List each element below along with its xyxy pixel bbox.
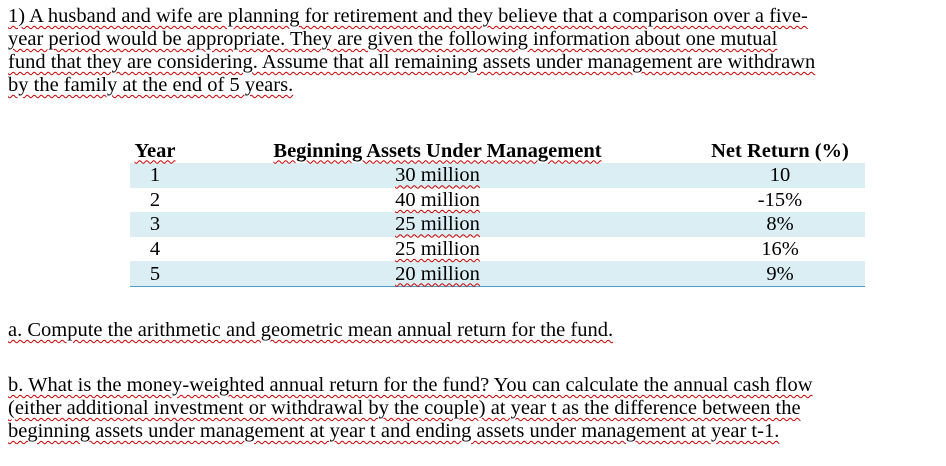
cell-assets	[180, 188, 695, 213]
question-a	[8, 319, 930, 342]
mutual-fund-table	[130, 139, 865, 287]
cell-assets-text: 25 million	[395, 238, 480, 261]
table-row	[130, 237, 865, 262]
cell-return: -15%	[757, 188, 803, 211]
question-b	[8, 374, 930, 443]
cell-return: 8%	[695, 212, 865, 237]
cell-year: 4	[149, 238, 161, 261]
cell-return: 9%	[695, 261, 865, 286]
cell-return: 10	[695, 163, 865, 188]
table-row	[130, 261, 865, 286]
header-year-text: Year	[134, 139, 176, 162]
header-year	[130, 139, 180, 163]
table-row	[130, 212, 865, 237]
cell-assets-text: 30 million	[395, 164, 480, 187]
intro-line: 1) A husband and wife are planning for retirement and they believe that a comparison over a five-	[8, 5, 808, 27]
cell-year: 3	[130, 212, 180, 237]
header-return: Net Return (%)	[711, 139, 849, 162]
cell-assets	[180, 261, 695, 286]
cell-assets	[180, 163, 695, 188]
cell-assets-text: 40 million	[395, 188, 480, 211]
question-a-text: a. Compute the arithmetic and geometric mean annual return for the fund.	[8, 319, 614, 341]
question-b-line: (either additional investment or withdrawal by the couple) at year t as the difference between the	[8, 397, 801, 419]
table-row	[130, 188, 865, 213]
cell-return: 16%	[761, 238, 799, 261]
cell-assets-text: 20 million	[395, 262, 480, 285]
question-b-line: b. What is the money-weighted annual return for the fund? You can calculate the annual cash flow	[8, 374, 813, 396]
table-header-row	[130, 139, 865, 163]
table-row	[130, 163, 865, 188]
cell-year: 2	[149, 188, 161, 211]
header-assets	[180, 139, 695, 163]
cell-assets-text: 25 million	[395, 213, 480, 236]
cell-year: 5	[130, 261, 180, 286]
intro-line: fund that they are considering. Assume that all remaining assets under management are withdrawn	[8, 51, 816, 73]
cell-year: 1	[130, 163, 180, 188]
cell-assets	[180, 212, 695, 237]
intro-line: by the family at the end of 5 years.	[8, 74, 294, 96]
intro-line: year period would be appropriate. They are given the following information about one mutual	[8, 28, 778, 50]
problem-intro	[8, 5, 930, 97]
header-assets-text: Beginning Assets Under Management	[273, 139, 602, 162]
question-b-line: beginning assets under management at year t and ending assets under management at year t-1.	[8, 420, 780, 442]
cell-assets	[180, 237, 695, 262]
